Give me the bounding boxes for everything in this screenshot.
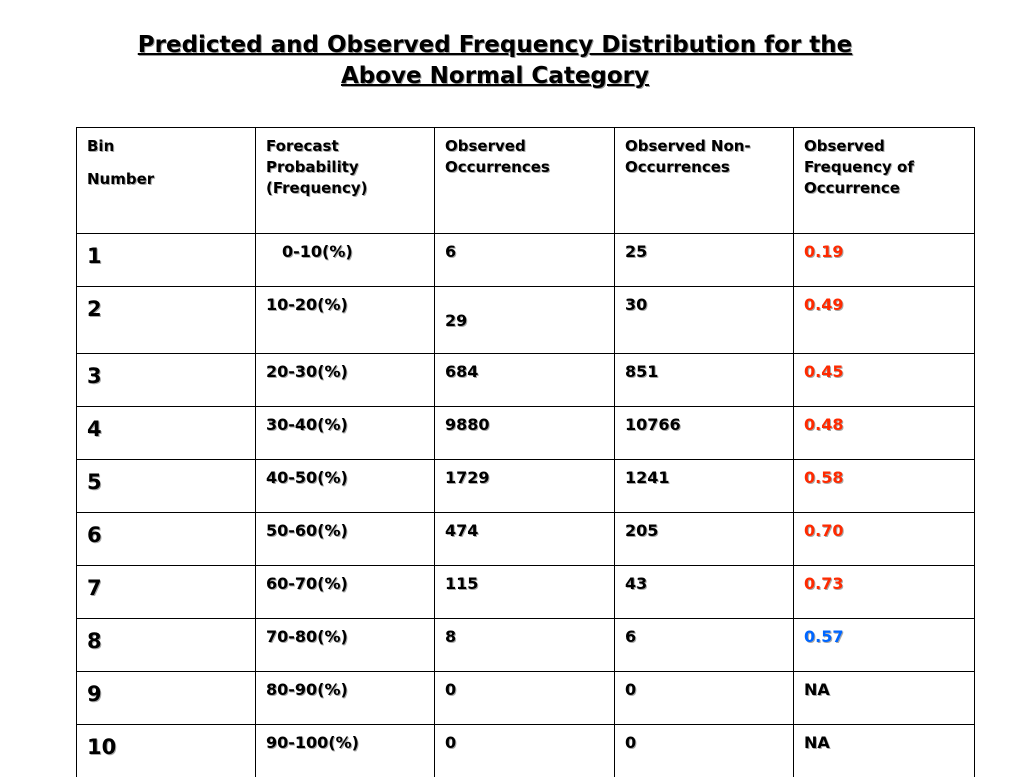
occurrences-cell: 6	[435, 234, 615, 287]
non-occurrences-cell: 851	[615, 354, 794, 407]
header-observed-non-occurrences: Observed Non-Occurrences	[615, 128, 794, 234]
header-forecast-probability: Forecast Probability (Frequency)	[256, 128, 435, 234]
non-occurrences-cell: 43	[615, 566, 794, 619]
occurrences-cell: 0	[435, 672, 615, 725]
header-bin-label: Bin	[87, 136, 247, 157]
occurrences-cell: 0	[435, 725, 615, 777]
bin-cell: 3	[77, 354, 256, 407]
occurrences-cell: 1729	[435, 460, 615, 513]
frequency-cell: 0.57	[794, 619, 975, 672]
forecast-cell: 20-30(%)	[256, 354, 435, 407]
occurrences-cell: 115	[435, 566, 615, 619]
non-occurrences-cell: 30	[615, 287, 794, 354]
table-row	[77, 619, 975, 672]
non-occurrences-cell: 0	[615, 672, 794, 725]
forecast-cell: 80-90(%)	[256, 672, 435, 725]
bin-cell: 6	[77, 513, 256, 566]
bin-cell: 5	[77, 460, 256, 513]
frequency-cell: NA	[794, 725, 975, 777]
table-row	[77, 672, 975, 725]
bin-cell: 8	[77, 619, 256, 672]
table-row	[77, 407, 975, 460]
forecast-cell: 40-50(%)	[256, 460, 435, 513]
non-occurrences-cell: 1241	[615, 460, 794, 513]
non-occurrences-cell: 10766	[615, 407, 794, 460]
non-occurrences-cell: 0	[615, 725, 794, 777]
frequency-table	[76, 127, 975, 777]
frequency-cell: 0.19	[794, 234, 975, 287]
title-line-2: Above Normal Category	[0, 61, 990, 92]
table-row	[77, 234, 975, 287]
header-observed-occurrences: Observed Occurrences	[435, 128, 615, 234]
table-row	[77, 354, 975, 407]
table-row	[77, 513, 975, 566]
frequency-cell: 0.73	[794, 566, 975, 619]
frequency-cell: 0.58	[794, 460, 975, 513]
non-occurrences-cell: 25	[615, 234, 794, 287]
non-occurrences-cell: 205	[615, 513, 794, 566]
forecast-cell: 0-10(%)	[256, 234, 435, 287]
frequency-cell: 0.45	[794, 354, 975, 407]
frequency-cell: 0.48	[794, 407, 975, 460]
bin-cell: 4	[77, 407, 256, 460]
forecast-cell: 30-40(%)	[256, 407, 435, 460]
forecast-cell: 60-70(%)	[256, 566, 435, 619]
occurrences-cell: 8	[435, 619, 615, 672]
bin-cell: 1	[77, 234, 256, 287]
occurrences-cell: 9880	[435, 407, 615, 460]
occurrences-cell: 29	[435, 287, 615, 354]
header-number-label: Number	[87, 169, 247, 190]
bin-cell: 2	[77, 287, 256, 354]
table-row	[77, 460, 975, 513]
occurrences-cell: 684	[435, 354, 615, 407]
bin-cell: 7	[77, 566, 256, 619]
table-row	[77, 287, 975, 354]
page-title	[0, 30, 990, 92]
forecast-cell: 70-80(%)	[256, 619, 435, 672]
title-line-1: Predicted and Observed Frequency Distribution for the	[0, 30, 990, 61]
forecast-cell: 50-60(%)	[256, 513, 435, 566]
frequency-cell: 0.70	[794, 513, 975, 566]
bin-cell: 10	[77, 725, 256, 777]
forecast-cell: 10-20(%)	[256, 287, 435, 354]
occurrences-cell: 474	[435, 513, 615, 566]
table-row	[77, 566, 975, 619]
bin-cell: 9	[77, 672, 256, 725]
header-bin-number	[77, 128, 256, 234]
frequency-cell: 0.49	[794, 287, 975, 354]
table-row	[77, 725, 975, 777]
table-header-row	[77, 128, 975, 234]
header-observed-frequency: Observed Frequency of Occurrence	[794, 128, 975, 234]
non-occurrences-cell: 6	[615, 619, 794, 672]
frequency-cell: NA	[794, 672, 975, 725]
forecast-cell: 90-100(%)	[256, 725, 435, 777]
